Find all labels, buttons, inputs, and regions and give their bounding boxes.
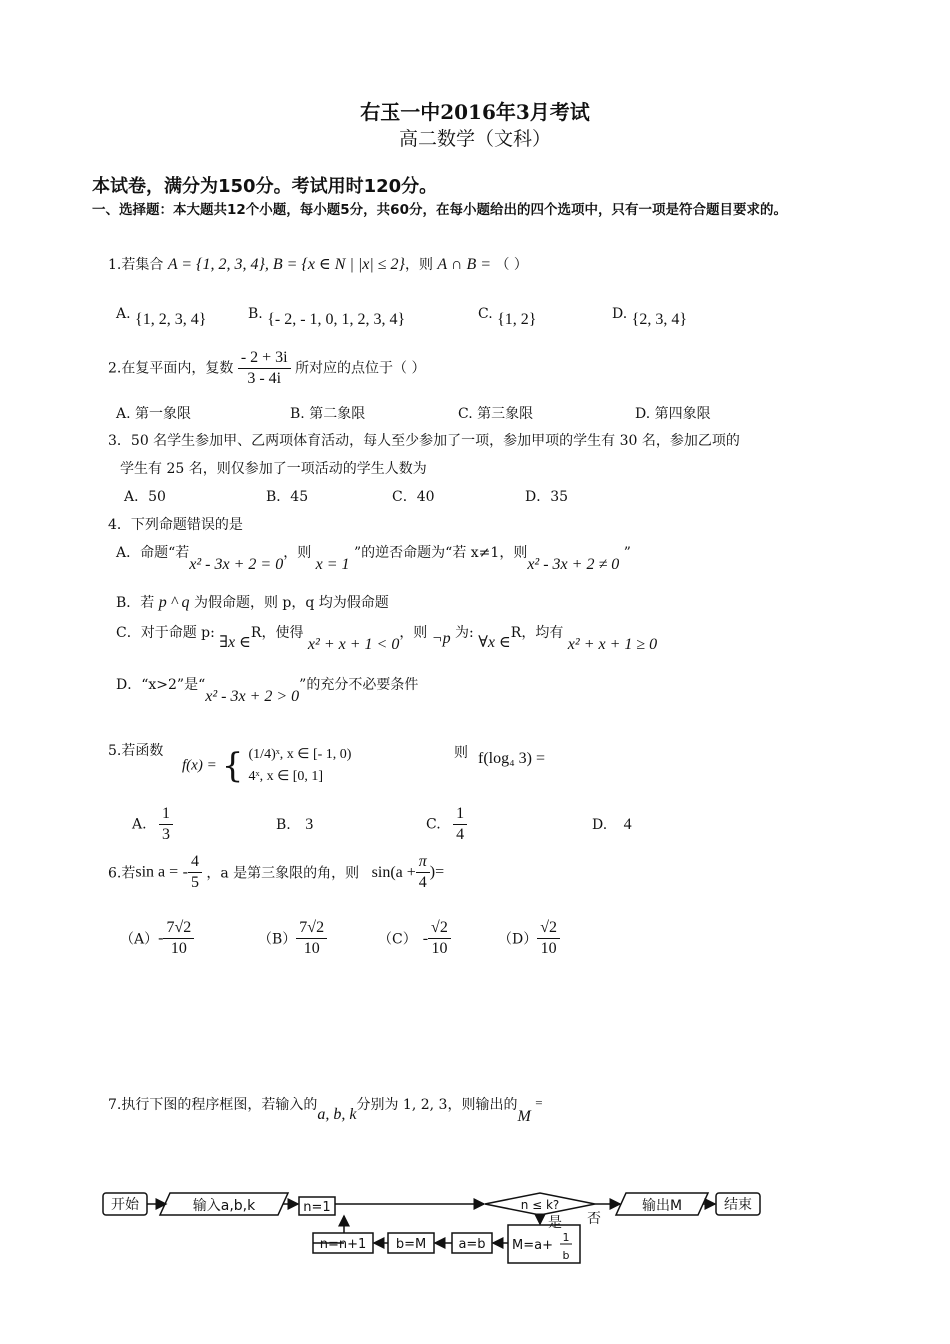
q1-option-a [116, 305, 207, 328]
q4-stem: 4．下列命题错误的是 [108, 517, 243, 533]
frac-num: √2 [428, 918, 451, 939]
option-label: B. [248, 306, 263, 322]
step-b-label: b=M [395, 1237, 427, 1252]
option-label: B. [276, 817, 291, 833]
frac-num: 7√2 [296, 918, 327, 939]
question-7 [108, 1094, 543, 1125]
q1-ask: A ∩ B = [437, 256, 492, 273]
q4c-eq3: ¬p [431, 630, 451, 647]
q7-vars: a, b, k [317, 1106, 357, 1123]
option-label: C. [426, 816, 441, 833]
frac-den: 4 [456, 826, 465, 843]
question-1 [108, 254, 528, 274]
question-6 [108, 852, 444, 893]
option-value: {2, 3, 4} [631, 311, 687, 328]
q4c-mid3: 为: [455, 625, 474, 641]
option-label: （C） [378, 931, 417, 948]
q1-set-a: A = {1, 2, 3, 4} [167, 256, 265, 273]
option-label: A. [132, 816, 147, 833]
init-label: n=1 [303, 1200, 331, 1215]
option-fraction [163, 918, 194, 959]
exam-subtitle: 高二数学（文科） [398, 128, 551, 150]
step-m-num: 1 [562, 1231, 570, 1244]
option-label: D. [592, 817, 608, 833]
frac-den: 3 [162, 826, 171, 843]
q6-option-c [378, 918, 451, 959]
option-value: 4 [623, 816, 632, 833]
q4c-mid: R，使得 [250, 625, 304, 641]
q4c-pre: C．对于命题 p: [116, 625, 215, 641]
q5-option-d [592, 816, 632, 834]
q6-stem: 6.若 [108, 865, 136, 882]
step-m-den: b [562, 1249, 570, 1262]
q4-option-a [116, 542, 631, 573]
no-label: 否 [587, 1211, 601, 1227]
frac-den: 5 [190, 874, 199, 891]
option-sign: - [422, 929, 429, 947]
q4c-mid4: R，均有 [510, 625, 564, 641]
q2-denominator: 3 - 4i [247, 370, 282, 387]
q4b-pre: B．若 [116, 595, 155, 611]
q1-option-c [478, 305, 537, 328]
frac-num: 1 [159, 804, 173, 825]
exam-notice: 本试卷，满分为150分。考试用时120分。 [92, 176, 438, 197]
option-label: （D） [498, 931, 538, 948]
q4-option-b [116, 592, 389, 612]
q7-mid: 分别为 1, 2, 3，则输出的 [356, 1097, 518, 1113]
q2-fraction [238, 348, 291, 389]
q4a-eq2: x = 1 [315, 556, 350, 573]
decision-label: n ≤ k? [520, 1198, 560, 1212]
q2-stem: 2.在复平面内，复数 [108, 360, 234, 377]
q4a-eq3: x² - 3x + 2 ≠ 0 [527, 556, 620, 573]
program-flowchart [0, 1180, 950, 1280]
q1-tail: ，则 [404, 257, 433, 273]
q2-numerator: - 2 + 3i [238, 348, 291, 369]
frac-den: 10 [170, 940, 187, 957]
option-value: {1, 2, 3, 4} [135, 311, 207, 328]
q5-case2: 4ˣ, x ∈ [0, 1] [248, 769, 324, 784]
q6-option-a [120, 918, 194, 959]
q3-line2: 学生有 25 名，则仅参加了一项活动的学生人数为 [120, 461, 427, 477]
question-2 [108, 348, 426, 389]
option-label: D. [612, 306, 628, 322]
output-label: 输出M [641, 1198, 683, 1214]
q5-ask: f(log₄ 3) = [478, 750, 546, 767]
option-value: 3 [305, 816, 314, 833]
q5-option-a [132, 804, 173, 845]
q6-ask-pre: sin(a + [371, 863, 416, 881]
q5-brace: { [221, 746, 244, 786]
frac-den: 10 [431, 940, 448, 957]
q5-case1: (1/4)ˣ, x ∈ [- 1, 0) [248, 747, 352, 762]
q7-eq: = [535, 1095, 543, 1110]
q2-option-c: C. 第三象限 [458, 406, 534, 422]
q1-set-b: , B = {x ∈ N | |x| ≤ 2} [264, 256, 405, 273]
q5-fx: f(x) = [182, 757, 217, 774]
q4d-eq: x² - 3x + 2 > 0 [205, 688, 300, 705]
exam-title: 右玉一中2016年3月考试 [360, 100, 590, 124]
option-label: （A） [120, 931, 159, 948]
frac-num: π [416, 852, 430, 873]
step-a-label: a=b [458, 1237, 486, 1252]
option-label: A. [116, 306, 131, 322]
option-fraction [159, 804, 173, 845]
q1-option-d [612, 305, 687, 328]
frac-den: 4 [418, 874, 427, 891]
option-value: {- 2, - 1, 0, 1, 2, 3, 4} [267, 311, 406, 328]
q3-option-b: B．45 [266, 489, 309, 505]
q4a-end: ” [623, 545, 631, 561]
q4d-tail: ”的充分不必要条件 [299, 677, 419, 693]
option-label: （B） [258, 931, 297, 948]
q7-out: M [517, 1108, 531, 1125]
input-label: 输入a,b,k [192, 1198, 256, 1214]
end-label: 结束 [724, 1197, 752, 1213]
q6-option-b [258, 918, 327, 959]
option-label: C. [478, 306, 493, 322]
start-label: 开始 [111, 1197, 139, 1213]
q3-option-c: C．40 [392, 489, 435, 505]
q4a-mid2: ”的逆否命题为“若 x≠1，则 [354, 545, 528, 561]
q2-option-d: D. 第四象限 [635, 406, 711, 422]
q5-option-c [426, 804, 467, 845]
q3-option-a: A．50 [124, 489, 166, 505]
q5-option-b [276, 816, 313, 834]
q2-tail: 所对应的点位于（ ） [295, 360, 426, 377]
option-fraction [296, 918, 327, 959]
option-value: {1, 2} [497, 311, 537, 328]
q2-option-b: B. 第二象限 [290, 406, 366, 422]
section-heading: 一、选择题：本大题共12个小题，每小题5分，共60分，在每小题给出的四个选项中，只有一项是符合题目要求的。 [92, 202, 787, 218]
frac-num: 1 [453, 804, 467, 825]
q4a-pre: A．命题“若 [116, 545, 190, 561]
q6-mid: ，a 是第三象限的角，则 [206, 865, 360, 882]
q6-fraction [188, 852, 202, 893]
q2-option-a: A. 第一象限 [116, 406, 192, 422]
q6-ask-post: )= [429, 863, 445, 881]
q6-neg: - [182, 863, 188, 881]
q4a-mid: ，则 [283, 545, 312, 561]
q3-option-d: D．35 [525, 489, 569, 505]
option-fraction [537, 918, 560, 959]
q5-stem: 5.若函数 [108, 743, 164, 759]
option-fraction [453, 804, 467, 845]
q7-stem: 7.执行下图的程序框图，若输入的 [108, 1097, 318, 1113]
q5-cases [249, 744, 352, 788]
q4-option-c [116, 622, 658, 653]
q4b-eq: p ^ q [158, 594, 190, 611]
q6-option-d [498, 918, 560, 959]
q4c-eq2: x² + x + 1 < 0 [307, 636, 400, 653]
q4a-eq1: x² - 3x + 2 = 0 [189, 556, 284, 573]
option-fraction [428, 918, 451, 959]
q3-line1: 3．50 名学生参加甲、乙两项体育活动，每人至少参加了一项，参加甲项的学生有 30 名，参加乙项的 [108, 433, 740, 449]
q1-paren: （ ） [495, 257, 528, 273]
q6-sin: sin a = [135, 863, 179, 881]
step-m-label: M=a+ [512, 1238, 553, 1253]
q4b-tail: 为假命题，则 p，q 均为假命题 [193, 595, 389, 611]
q4-option-d [116, 674, 419, 705]
q5-then: 则 [454, 745, 468, 761]
frac-num: 4 [188, 852, 202, 873]
q4c-eq1: ∃x ∈ [219, 634, 251, 651]
frac-num: √2 [537, 918, 560, 939]
q6-pi-fraction [416, 852, 430, 893]
q4d-pre: D．“x>2”是“ [116, 677, 206, 693]
q1-option-b [248, 305, 406, 328]
frac-num: 7√2 [163, 918, 194, 939]
step-n-label: n=n+1 [319, 1237, 367, 1252]
q1-stem: 1.若集合 [108, 257, 164, 273]
frac-den: 10 [540, 940, 557, 957]
q4c-eq4: ∀x ∈ [478, 634, 511, 651]
frac-den: 10 [303, 940, 320, 957]
option-sign: - [158, 929, 164, 947]
yes-label: 是 [548, 1215, 562, 1231]
q4c-eq5: x² + x + 1 ≥ 0 [567, 636, 658, 653]
q5-piecewise [182, 744, 351, 788]
q4c-mid2: ，则 [399, 625, 428, 641]
